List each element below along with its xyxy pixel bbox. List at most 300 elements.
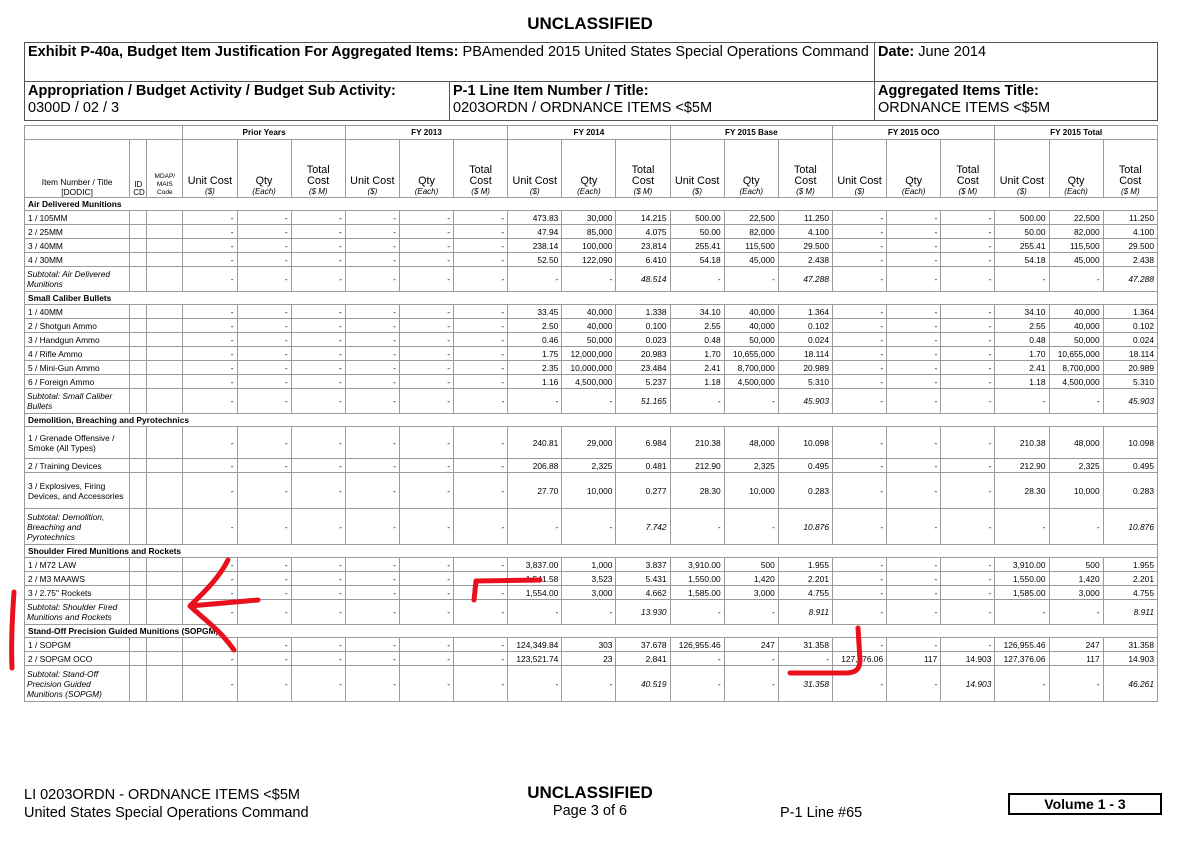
qty-cell: - [237,333,291,347]
total-cost-cell: - [291,586,345,600]
qty-cell: 10,000 [1049,473,1103,509]
total-cost-cell: - [291,211,345,225]
blank-cell [130,375,147,389]
qty-unit: (Each) [414,187,439,196]
blank-cell [147,666,183,702]
unit-cost-cell: - [345,267,399,292]
qty-header [1049,140,1103,198]
qty-cell: - [887,305,941,319]
total-cost-label: Total Cost [469,164,493,187]
qty-cell: - [724,389,778,414]
total-cost-cell: - [941,586,995,600]
unit-cost-cell: 1.70 [995,347,1049,361]
qty-cell: 500 [724,558,778,572]
unit-cost-cell: - [345,375,399,389]
unit-cost-cell: - [833,389,887,414]
qty-cell: 23 [562,652,616,666]
unit-cost-cell: - [508,666,562,702]
unit-cost-cell: - [183,333,237,347]
item-title: 3 / 40MM [25,239,130,253]
subtotal-row [25,389,1158,414]
qty-cell: - [237,558,291,572]
unit-cost-cell: - [833,509,887,545]
unit-cost-cell: - [345,427,399,459]
unit-cost-cell: 2.55 [670,319,724,333]
unit-cost-cell: - [833,253,887,267]
unit-cost-cell: - [345,319,399,333]
blank-cell [130,267,147,292]
total-cost-cell: 20.989 [1103,361,1157,375]
unit-cost-cell: 1,585.00 [995,586,1049,600]
blank-cell [147,572,183,586]
qty-cell: 3,000 [724,586,778,600]
total-cost-cell: 20.983 [616,347,670,361]
total-cost-cell: 20.989 [778,361,832,375]
total-cost-cell: 0.283 [778,473,832,509]
table-row [25,459,1158,473]
total-cost-cell: - [941,509,995,545]
unit-cost-cell: - [345,509,399,545]
total-cost-cell: 11.250 [778,211,832,225]
qty-cell: - [237,267,291,292]
total-cost-cell: 37.678 [616,638,670,652]
total-cost-cell: - [454,572,508,586]
total-cost-cell: - [941,361,995,375]
blank-cell [130,427,147,459]
unit-cost-cell: - [833,600,887,625]
qty-cell: 3,000 [1049,586,1103,600]
total-cost-unit: ($ M) [1120,187,1140,196]
unit-cost-cell: - [670,652,724,666]
blank-cell [147,253,183,267]
qty-label: Qty [905,175,923,187]
unit-cost-cell: 2.41 [995,361,1049,375]
qty-cell: 30,000 [562,211,616,225]
total-cost-cell: 4.100 [778,225,832,239]
qty-cell: - [399,459,453,473]
qty-cell: 10,000 [562,473,616,509]
qty-cell: - [237,427,291,459]
qty-cell: - [887,427,941,459]
qty-cell: - [237,211,291,225]
unit-cost-cell: - [183,347,237,361]
unit-cost-header [345,140,399,198]
unit-cost-cell: - [833,211,887,225]
blank-cell [130,333,147,347]
unit-cost-cell: 50.00 [670,225,724,239]
qty-cell: - [399,361,453,375]
blank-cell [130,638,147,652]
qty-cell: 40,000 [1049,319,1103,333]
blank-cell [130,459,147,473]
p1-cell [450,82,875,121]
qty-cell: 22,500 [1049,211,1103,225]
total-cost-cell: - [941,211,995,225]
qty-cell: - [887,572,941,586]
item-title: 3 / 2.75" Rockets [25,586,130,600]
unit-cost-cell: - [345,225,399,239]
item-title: 3 / Handgun Ammo [25,333,130,347]
total-cost-cell: 2.438 [1103,253,1157,267]
total-cost-cell: 46.261 [1103,666,1157,702]
total-cost-cell: 14.215 [616,211,670,225]
total-cost-cell: - [291,319,345,333]
page-number: Page 3 of 6 [552,803,628,819]
total-cost-cell: 31.358 [778,666,832,702]
total-cost-cell: - [941,267,995,292]
total-cost-cell: 1.955 [778,558,832,572]
unit-cost-cell: 33.45 [508,305,562,319]
total-cost-cell: 48.514 [616,267,670,292]
total-cost-cell: 0.024 [778,333,832,347]
qty-cell: - [237,347,291,361]
total-cost-cell: 11.250 [1103,211,1157,225]
item-title: 2 / Shotgun Ammo [25,319,130,333]
unit-cost-cell: 0.48 [670,333,724,347]
total-cost-cell: 31.358 [1103,638,1157,652]
blank-cell [130,572,147,586]
total-cost-cell: 40.519 [616,666,670,702]
appropriation-value: 0300D / 02 / 3 [28,100,120,116]
column-group-header: FY 2015 OCO [833,126,995,140]
blank-cell [130,211,147,225]
date-cell [875,43,1158,82]
total-cost-cell: 0.102 [1103,319,1157,333]
total-cost-cell: - [454,389,508,414]
section-title: Stand-Off Precision Guided Munitions (SOPGM) [25,625,1158,638]
unit-cost-cell: - [183,600,237,625]
exhibit-label: Exhibit P-40a, Budget Item Justification For Aggregated Items: [28,44,459,60]
unit-cost-cell: - [833,558,887,572]
qty-cell: 1,420 [1049,572,1103,586]
unit-cost-cell: - [345,239,399,253]
unit-cost-cell: 500.00 [995,211,1049,225]
unit-cost-cell: 126,955.46 [995,638,1049,652]
unit-cost-cell: - [183,267,237,292]
blank-cell [130,652,147,666]
unit-cost-cell: - [995,267,1049,292]
qty-cell: - [237,319,291,333]
unit-cost-cell: 473.83 [508,211,562,225]
unit-cost-cell: 238.14 [508,239,562,253]
qty-cell: - [399,473,453,509]
unit-cost-cell: - [833,239,887,253]
unit-cost-cell: 34.10 [995,305,1049,319]
qty-cell: 10,655,000 [724,347,778,361]
total-cost-cell: 13.930 [616,600,670,625]
total-cost-cell: - [454,600,508,625]
qty-header [887,140,941,198]
qty-cell: 40,000 [562,305,616,319]
qty-cell: - [237,459,291,473]
total-cost-cell: 23.484 [616,361,670,375]
table-row [25,638,1158,652]
footer-line-item: LI 0203ORDN - ORDNANCE ITEMS <$5M [24,787,300,803]
qty-cell: 115,500 [1049,239,1103,253]
item-title: 2 / SOPGM OCO [25,652,130,666]
unit-cost-cell: - [183,586,237,600]
total-cost-cell: - [291,267,345,292]
appropriation-cell [25,82,450,121]
unit-cost-cell: - [345,652,399,666]
total-cost-cell: - [291,375,345,389]
qty-header [562,140,616,198]
unit-cost-cell: 1.18 [995,375,1049,389]
total-cost-cell: - [941,375,995,389]
qty-cell: - [399,638,453,652]
qty-cell: - [887,375,941,389]
unit-cost-cell: 123,521.74 [508,652,562,666]
total-cost-cell: 6.984 [616,427,670,459]
unit-cost-cell: 0.48 [995,333,1049,347]
section-title: Demolition, Breaching and Pyrotechnics [25,414,1158,427]
unit-cost-cell: 240.81 [508,427,562,459]
unit-cost-cell: - [345,666,399,702]
total-cost-cell: - [454,361,508,375]
item-title: 4 / 30MM [25,253,130,267]
total-cost-cell: - [291,239,345,253]
unit-cost-cell: - [183,253,237,267]
total-cost-cell: 29.500 [1103,239,1157,253]
total-cost-cell: 47.288 [778,267,832,292]
aggregated-value: ORDNANCE ITEMS <$5M [878,100,1051,116]
qty-cell: 10,655,000 [1049,347,1103,361]
unit-cost-cell: - [833,361,887,375]
total-cost-cell: 0.100 [616,319,670,333]
unit-cost-cell: 1.70 [670,347,724,361]
unit-cost-cell: - [508,267,562,292]
qty-cell: 85,000 [562,225,616,239]
qty-label: Qty [255,175,273,187]
volume-label: Volume 1 - 3 [1008,793,1162,815]
blank-cell [130,558,147,572]
total-cost-header [941,140,995,198]
total-cost-cell: 14.903 [941,652,995,666]
unit-cost-unit: ($) [854,187,865,196]
unit-cost-header [670,140,724,198]
item-title: 5 / Mini-Gun Ammo [25,361,130,375]
qty-cell: 40,000 [724,305,778,319]
total-cost-cell: - [454,333,508,347]
unit-cost-cell: - [183,389,237,414]
blank-cell [147,389,183,414]
total-cost-cell: 0.283 [1103,473,1157,509]
unit-cost-cell: 54.18 [995,253,1049,267]
unit-cost-cell: - [508,600,562,625]
qty-cell: 115,500 [724,239,778,253]
qty-cell: - [887,389,941,414]
qty-cell: - [237,652,291,666]
total-cost-cell: - [454,267,508,292]
qty-cell: - [562,267,616,292]
total-cost-unit: ($ M) [471,187,490,196]
unit-cost-cell: 47.94 [508,225,562,239]
total-cost-cell: - [778,652,832,666]
total-cost-label: Total Cost [306,164,330,187]
total-cost-cell: 8.911 [778,600,832,625]
qty-cell: - [724,267,778,292]
total-cost-cell: - [454,473,508,509]
qty-cell: 100,000 [562,239,616,253]
item-title: 2 / Training Devices [25,459,130,473]
column-group-header: Prior Years [183,126,345,140]
qty-cell: - [887,211,941,225]
qty-cell: - [237,253,291,267]
total-cost-cell: 5.310 [778,375,832,389]
unit-cost-cell: - [833,427,887,459]
unit-cost-cell: - [345,253,399,267]
qty-cell: 50,000 [724,333,778,347]
unit-cost-cell: - [670,389,724,414]
total-cost-cell: 4.662 [616,586,670,600]
unit-cost-cell: - [183,572,237,586]
total-cost-cell: - [941,347,995,361]
item-title: 2 / 25MM [25,225,130,239]
blank-cell [147,600,183,625]
total-cost-cell: - [454,319,508,333]
qty-cell: - [399,652,453,666]
qty-unit: (Each) [577,187,601,196]
total-cost-cell: 6.410 [616,253,670,267]
unit-cost-cell: 1,550.00 [995,572,1049,586]
unit-cost-cell: 1,554.00 [508,586,562,600]
qty-cell: - [237,638,291,652]
total-cost-cell: - [291,600,345,625]
unit-cost-cell: 2.55 [995,319,1049,333]
qty-cell: - [399,225,453,239]
qty-cell: - [887,666,941,702]
unit-cost-cell: 1.75 [508,347,562,361]
unit-cost-cell: - [833,267,887,292]
qty-cell: - [237,389,291,414]
subtotal-row [25,666,1158,702]
blank-cell [147,361,183,375]
qty-cell: - [399,211,453,225]
unit-cost-cell: 127,376.06 [995,652,1049,666]
unit-cost-cell: - [183,319,237,333]
qty-cell: 3,523 [562,572,616,586]
blank-cell [147,239,183,253]
unit-cost-label: Unit Cost [837,175,882,187]
total-cost-cell: 1.364 [1103,305,1157,319]
subtotal-row [25,267,1158,292]
qty-cell: - [399,305,453,319]
unit-cost-cell: 212.90 [995,459,1049,473]
unit-cost-label: Unit Cost [999,175,1045,187]
qty-cell: - [399,509,453,545]
blank-cell [147,473,183,509]
total-cost-cell: 23.814 [616,239,670,253]
section-row [25,414,1158,427]
total-cost-cell: 3.837 [616,558,670,572]
unit-cost-cell: - [833,473,887,509]
qty-cell: - [724,600,778,625]
qty-cell: - [237,666,291,702]
blank-cell [130,473,147,509]
total-cost-cell: - [941,389,995,414]
total-cost-cell: - [941,333,995,347]
qty-cell: 40,000 [1049,305,1103,319]
total-cost-cell: - [291,473,345,509]
blank-cell [130,305,147,319]
qty-cell: - [724,666,778,702]
unit-cost-cell: 1,541.58 [508,572,562,586]
unit-cost-cell: - [183,211,237,225]
total-cost-cell: 45.903 [778,389,832,414]
table-row [25,347,1158,361]
total-cost-cell: - [454,509,508,545]
total-cost-cell: 0.277 [616,473,670,509]
item-title: 1 / SOPGM [25,638,130,652]
unit-cost-cell: 52.50 [508,253,562,267]
unit-cost-cell: 28.30 [995,473,1049,509]
blank-cell [130,239,147,253]
qty-cell: 4,500,000 [562,375,616,389]
id-cd-header-text: ID CD [133,180,145,197]
total-cost-cell: - [454,211,508,225]
table-row [25,586,1158,600]
unit-cost-unit: ($) [205,187,215,196]
qty-cell: - [399,558,453,572]
qty-cell: - [887,586,941,600]
p1-value: 0203ORDN / ORDNANCE ITEMS <$5M [453,100,713,116]
unit-cost-cell: - [833,459,887,473]
unit-cost-cell: - [183,239,237,253]
mdap-header-text: MDAP/ MAIS Code [154,173,176,196]
qty-cell: - [399,600,453,625]
blank-cell [147,225,183,239]
blank-cell [147,586,183,600]
blank-cell [147,333,183,347]
qty-cell: - [1049,666,1103,702]
qty-cell: 82,000 [1049,225,1103,239]
total-cost-cell: - [454,239,508,253]
blank-cell [130,319,147,333]
item-title: Subtotal: Stand-Off Precision Guided Munitions (SOPGM) [25,666,130,702]
total-cost-cell: - [941,225,995,239]
qty-cell: - [1049,600,1103,625]
unit-cost-cell: - [833,666,887,702]
unit-cost-cell: - [345,305,399,319]
total-cost-cell: - [941,427,995,459]
qty-cell: - [399,267,453,292]
qty-cell: - [399,572,453,586]
total-cost-cell: - [291,652,345,666]
total-cost-cell: - [291,253,345,267]
total-cost-cell: 51.165 [616,389,670,414]
qty-cell: - [887,333,941,347]
qty-cell: 10,000 [724,473,778,509]
blank-cell [147,652,183,666]
qty-cell: - [562,666,616,702]
total-cost-cell: - [454,253,508,267]
item-title: 6 / Foreign Ammo [25,375,130,389]
qty-cell: 117 [887,652,941,666]
qty-cell: 122,090 [562,253,616,267]
total-cost-cell: 7.742 [616,509,670,545]
total-cost-header [291,140,345,198]
table-row [25,225,1158,239]
unit-cost-cell: - [995,600,1049,625]
table-row [25,239,1158,253]
total-cost-cell: - [291,361,345,375]
total-cost-cell: - [941,558,995,572]
unit-cost-unit: ($) [529,187,540,196]
unit-cost-cell: - [670,267,724,292]
unit-cost-header [995,140,1049,198]
total-cost-cell: 18.114 [1103,347,1157,361]
qty-cell: 50,000 [1049,333,1103,347]
